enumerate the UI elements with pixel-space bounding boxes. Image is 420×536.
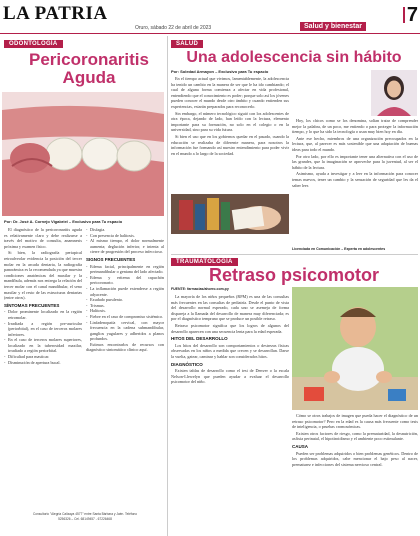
books-photo	[171, 194, 289, 234]
author-credit: Licenciada en Comunicación – Experta en adolescentes	[292, 247, 386, 251]
list-item: - Halitosis.	[86, 308, 164, 314]
adolescencia-column-1	[171, 76, 289, 192]
paragraph: Existen otros factores de riesgo, como la prematuridad, la desnutrición, asfixia perinatal, el hipotiroidismo y el ambiente poco estimulante.	[292, 430, 418, 442]
paragraph: Asimismo, ayuda a investigar y a leer en la información para conocer temas nuevos, tener un cambio y la sensación de seguridad que les da el saber leer.	[292, 171, 418, 188]
page-header	[0, 0, 420, 36]
section-tag-traumatologia: TRAUMATOLOGÍA	[171, 258, 238, 266]
paragraph: Pueden ser problemas adquiridos o bien problemas genéticos. Dentro de los problemas adquiridos, cabe mencionar el bajo peso al nacer, prematurez e infecciones del sistema nervioso central.	[292, 450, 418, 467]
subhead-diagnostico: DIAGNÓSTICO	[171, 361, 203, 367]
article-pericoronaritis	[0, 36, 166, 536]
column-divider	[167, 36, 168, 536]
paragraph: Si bien el uso que en los gobiernos quedar en el pasado, cuando la educación se realizaba de diferente manera, para nosotros la información fue formando así nuestro entendimiento para poder vivir en el mundo a lo largo de la sociedad.	[171, 133, 289, 156]
baby-illustration	[292, 287, 418, 410]
paragraph: Estimos encontrarlos de recursos con diagnóstico sintomático clínico aquí.	[86, 341, 164, 353]
article-title-adolescencia: Una adolescencia sin hábito	[186, 49, 402, 66]
list-item: - Con presencia de halitosis.	[86, 233, 164, 239]
list-item: - Disminución de apertura bucal.	[4, 360, 82, 366]
list-item: - Dificultad para masticar.	[4, 354, 82, 360]
retraso-column-2	[292, 413, 418, 536]
subhead-symptoms: SÍNTOMAS FRECUENTES	[4, 302, 60, 308]
list-item: - Linfadenopatía cervical, con mayor frecuencia en la cadena submandibular, ganglios yugulares y adheridos a planos profundos.	[86, 320, 164, 342]
article-title-line1: Pericoronaritis	[29, 50, 149, 69]
paragraph: Si bien, la radiografía periapical retroalveolar evidencia la posición del tercer molar en la arcada dentaria, la radiografía panorámica es la recomendada ya que muestra condiciones anatómicas del maxilar y la mandíbula, además nos entrega la relación del tercer molar con el canal mandibular, el seno maxilar y el resto de las estructuras dentarias (entre otros).	[4, 250, 82, 301]
list-item: - Exudado purulento.	[86, 297, 164, 303]
symptoms-list	[4, 309, 82, 365]
article-title-retraso: Retraso psicomotor	[208, 265, 380, 285]
list-item: - La inflamación puede extenderse a región adyacente.	[86, 286, 164, 297]
page-number-value: 7	[406, 4, 418, 26]
newspaper-masthead: LA PATRIA	[3, 3, 108, 24]
list-item: - Edema facial, principalmente en región perimandibular o geniana del lado afectado.	[86, 264, 164, 275]
paragraph: Cómo se otros trabajos de imagen que pueda hacer el diagnóstico de un retraso psicomotor? Pero en la edad es la causa más frecuente como tesis de inteligencia, o pruebas cromosómicas.	[292, 413, 418, 430]
page-number	[364, 4, 418, 32]
article-left-column-2	[86, 227, 164, 503]
paragraph: Existen tablas de desarrollo como el test de Denver o la escala Nelson-Llewelyn que pueden ayudar a evaluar el desarrollo psicomotor del niño.	[171, 368, 289, 385]
list-item: - Trismus.	[86, 303, 164, 309]
paragraph: Por otro lado, por ello es importante tener una alternativa con el uso de las grandes, que la imaginación se aproveche para la juventud, al ser el hábito de la lectura.	[292, 153, 418, 170]
list-item: - Fiebre en el caso de compromiso sistémico.	[86, 314, 164, 320]
subhead-hitos: HITOS DEL DESARROLLO	[171, 336, 228, 342]
baby-photo	[292, 287, 418, 410]
dateline: Oruro, sábado 22 de abril de 2023	[135, 25, 212, 31]
list-item: - Disfagia.	[86, 227, 164, 233]
subhead-signs: SIGNOS FRECUENTES	[86, 256, 136, 262]
paragraph: Ante ese hecho, miembros de una organización preocupados en la lectura, que, al parecer es más sostenible que una adaptación de buenas ideas para todo el mundo.	[292, 135, 418, 152]
paragraph: Sin embargo, el número tecnológico siguió con los adolescentes de otra época, dejando de lado, han leído con la lectura, elemento importante para su formación, no solo en el colegio o en la universidad, sino para su vida futura.	[171, 110, 289, 133]
article-byline: Por: Dr. José A. Cornejo Vigabriel – Exclusivo para Tu espacio	[4, 219, 123, 224]
page-number-bar	[403, 7, 405, 23]
article-byline-adolescencia: Por: Soledad Armayon – Exclusivo para Tu espacio	[171, 69, 269, 74]
section-label: Salud y bienestar	[300, 22, 366, 31]
author-photo	[371, 70, 417, 116]
list-item: - Dolor prominente localizado en la región retromolar.	[4, 309, 82, 320]
paragraph: En el tiempo actual que vivimos, lamentablemente, la adolescencia ha tenido un cambio en la manera de ser que le ha ido cambiando; el cual de alguna forma comienza a afectar en vida profesional, entendiendo que el conocimiento es poder; porque solo así los jóvenes pueden conocer el mundo desde otro ámbito y cuando entienden sus experiencias, estarán preparados para reconocerlo.	[171, 76, 289, 109]
section-rule	[171, 254, 418, 255]
header-rule	[0, 33, 420, 34]
author-portrait	[371, 70, 417, 116]
section-tag-salud: SALUD	[171, 40, 203, 48]
paragraph: La mayoría de los niños pequeños (RPM) es una de las consultas más frecuentes en las consultas de pediatría. Desde el punto de vista del desarrollo normal esperado, cada uno se asemeja de forma dispareja a la llamada del desarrollo de manera muy diferenciada; es por el diagnóstico temprano que se produce un posible retraso.	[171, 294, 289, 322]
section-tag-odontologia: ODONTOLOGÍA	[4, 40, 63, 48]
paragraph: El diagnóstico de la pericoronaritis aguda es relativamente claro y debe realizarse a través del motivo de consulta, anamnesis próxima y examen físico.	[4, 227, 82, 249]
list-item: - Edema y eritema del capuchón pericoronario.	[86, 275, 164, 286]
paragraph: Retraso psicomotor significa que los logros de algunos del desarrollo aparecen con una secuencia lenta para la edad esperada.	[171, 322, 289, 334]
article-title-line2: Aguda	[62, 68, 116, 87]
list-item: - En el caso de terceros molares superiores, localizado en la tuberosidad maxilar, irradiado a región periorbital.	[4, 337, 82, 354]
dentist-contact: Consultorio "Alegría Calizaya 4577" entre Santa Bárbara y Jaén. Teléfono 5256326 – Cel. 68149457 - 67226468	[32, 512, 138, 521]
paragraph: Los hitos del desarrollo son comportamientos o destrezas físicas observadas en los niños a medida que crecen y se desarrollan. Darse la vuelta, gatear, caminar y hablar son considerados hitos.	[171, 342, 289, 359]
article-photo-gum	[2, 92, 164, 216]
symptoms-list-continued	[86, 227, 164, 255]
paragraph: Hoy, los chicos como se los denomina, solían tratar de comprender mejor la palabra, de un poco, me entiendo o para proteger la información tiempo, y lo que ha sido la tecnología o usan muy bien hoy en día.	[292, 118, 418, 135]
list-item: - Irradiada a región pre-auricular (periorbital), en el caso de terceros molares inferiores.	[4, 321, 82, 338]
article-left-column-1	[4, 227, 82, 527]
article-source: FUENTE: farmacias/ahorro.com.py	[171, 287, 229, 291]
subhead-causa: CAUSA	[292, 443, 309, 449]
gum-illustration	[2, 92, 164, 216]
adolescencia-column-2	[292, 118, 418, 246]
signs-list	[86, 264, 164, 342]
books-illustration	[171, 194, 289, 234]
list-item: - Al mismo tiempo, el dolor normalmente aumenta; deglución inferior, e intenta al cierre de progresión del proceso infeccioso.	[86, 238, 164, 255]
retraso-column-1	[171, 294, 289, 536]
